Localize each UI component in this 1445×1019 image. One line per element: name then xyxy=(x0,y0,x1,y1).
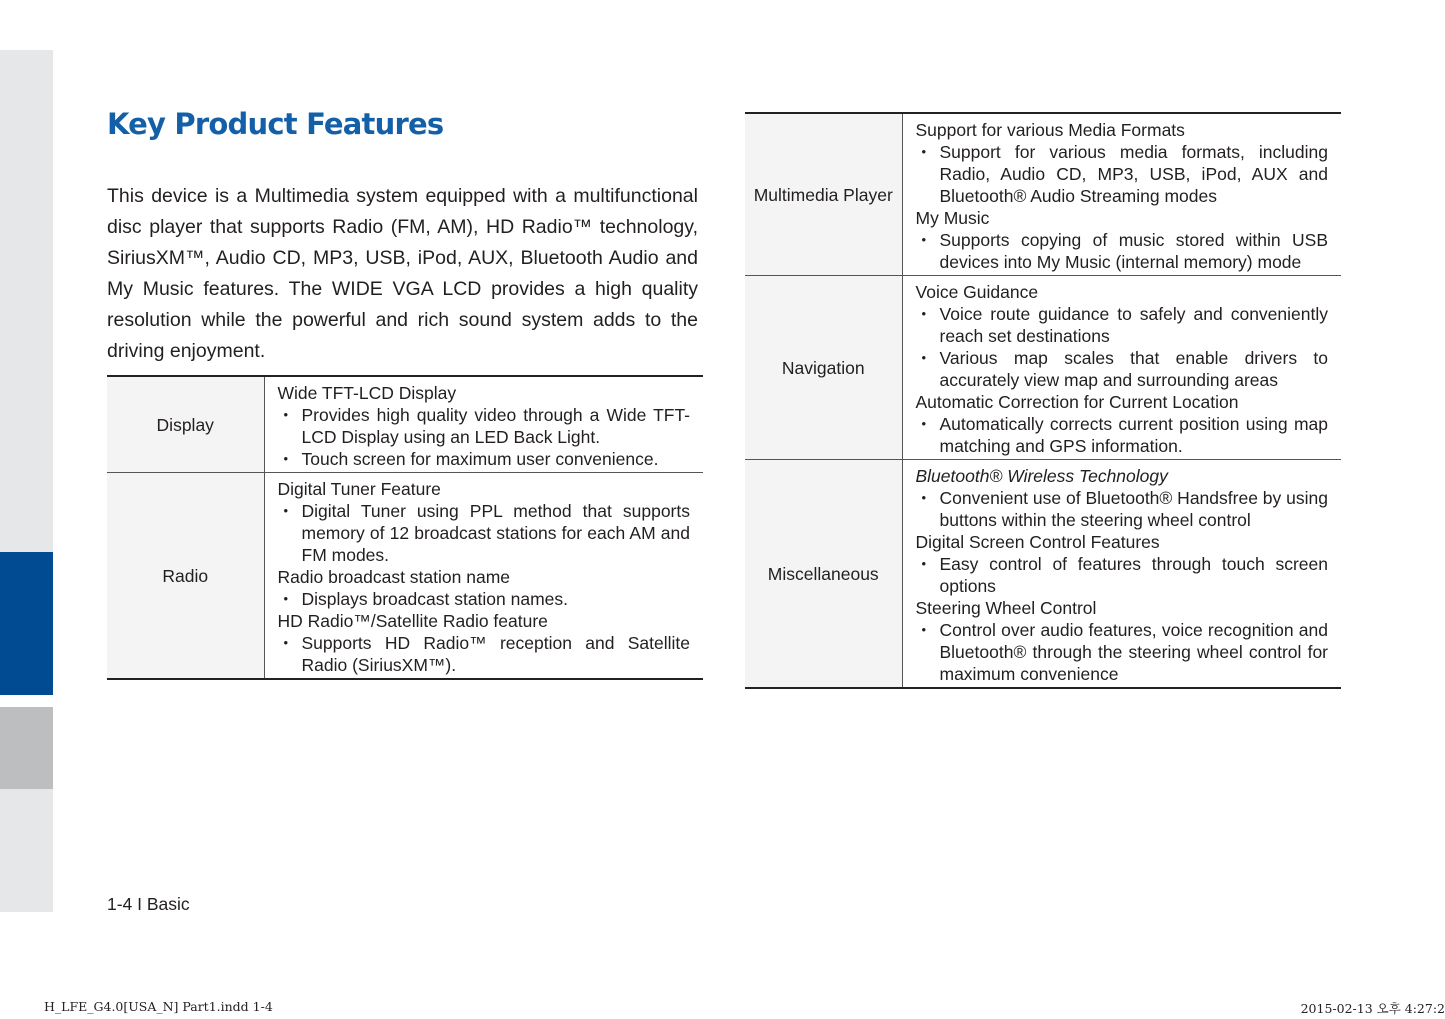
print-slug-date: 2015-02-13 오후 4:27:2 xyxy=(1300,1001,1445,1016)
feature-bullet-list xyxy=(916,141,1329,207)
feature-bullet: • Support for various media formats, including Radio, Audio CD, MP3, USB, iPod, AUX and Bluetooth® Audio Streaming modes xyxy=(916,141,1329,207)
table-row xyxy=(107,376,703,473)
side-strip-light-bottom xyxy=(0,789,53,912)
feature-bullet-list xyxy=(916,553,1329,597)
feature-bullet: • Control over audio features, voice recognition and Bluetooth® through the steering wheel control for maximum convenience xyxy=(916,619,1329,685)
feature-category: Radio xyxy=(107,473,264,680)
feature-description xyxy=(264,473,703,680)
feature-bullet: • Touch screen for maximum user convenience. xyxy=(278,448,691,470)
feature-group-title: HD Radio™/Satellite Radio feature xyxy=(277,611,548,631)
feature-bullet-list xyxy=(278,500,691,566)
feature-bullet-list xyxy=(916,413,1329,457)
feature-category: Miscellaneous xyxy=(745,460,902,689)
feature-description xyxy=(264,376,703,473)
feature-bullet: • Provides high quality video through a Wide TFT-LCD Display using an LED Back Light. xyxy=(278,404,691,448)
feature-group-title: Support for various Media Formats xyxy=(915,120,1185,140)
feature-description xyxy=(902,276,1341,460)
chapter-tab xyxy=(0,552,53,695)
feature-group-title: Bluetooth® Wireless Technology xyxy=(915,466,1168,486)
feature-category: Navigation xyxy=(745,276,902,460)
feature-bullet: • Supports copying of music stored within USB devices into My Music (internal memory) mode xyxy=(916,229,1329,273)
feature-group-title: Digital Screen Control Features xyxy=(915,532,1160,552)
features-table-body xyxy=(107,376,703,679)
page-title: Key Product Features xyxy=(107,107,444,141)
page-footer-label: 1-4 I Basic xyxy=(107,894,190,914)
feature-group-title: Automatic Correction for Current Location xyxy=(915,392,1239,412)
table-row xyxy=(745,460,1341,689)
feature-group-title: Voice Guidance xyxy=(915,282,1039,302)
feature-bullet-list xyxy=(916,303,1329,391)
feature-group-title: Radio broadcast station name xyxy=(277,567,510,587)
feature-bullet-list xyxy=(278,588,691,610)
feature-description xyxy=(902,113,1341,276)
feature-bullet: • Easy control of features through touch screen options xyxy=(916,553,1329,597)
side-strip-light xyxy=(0,50,53,552)
feature-bullet-list xyxy=(916,619,1329,685)
feature-bullet: • Voice route guidance to safely and conveniently reach set destinations xyxy=(916,303,1329,347)
feature-category: Multimedia Player xyxy=(745,113,902,276)
intro-paragraph: This device is a Multimedia system equipped with a multifunctional disc player that supports Radio (FM, AM), HD Radio™ technology, SiriusXM™, Audio CD, MP3, USB, iPod, AUX, Bluetooth Audio and My Music features. The WIDE VGA LCD provides a high quality resolution while the powerful and rich sound system adds to the driving enjoyment. xyxy=(107,185,698,362)
feature-bullet: • Displays broadcast station names. xyxy=(278,588,691,610)
side-strip-gray xyxy=(0,707,53,789)
feature-group-title: Wide TFT-LCD Display xyxy=(277,383,457,403)
features-table-body xyxy=(745,113,1341,688)
feature-bullet: • Digital Tuner using PPL method that supports memory of 12 broadcast stations for each AM and FM modes. xyxy=(278,500,691,566)
feature-bullet-list xyxy=(278,404,691,470)
table-row xyxy=(745,276,1341,460)
feature-bullet: • Various map scales that enable drivers to accurately view map and surrounding areas xyxy=(916,347,1329,391)
feature-description xyxy=(902,460,1341,689)
features-table-right xyxy=(745,112,1341,689)
feature-group-title: My Music xyxy=(915,208,990,228)
print-slug-file: H_LFE_G4.0[USA_N] Part1.indd 1-4 xyxy=(44,999,273,1014)
table-row xyxy=(745,113,1341,276)
feature-bullet: • Supports HD Radio™ reception and Satellite Radio (SiriusXM™). xyxy=(278,632,691,676)
feature-group-title: Digital Tuner Feature xyxy=(277,479,441,499)
feature-category: Display xyxy=(107,376,264,473)
feature-bullet: • Automatically corrects current position using map matching and GPS information. xyxy=(916,413,1329,457)
feature-bullet-list xyxy=(278,632,691,676)
table-row xyxy=(107,473,703,680)
feature-bullet-list xyxy=(916,487,1329,531)
feature-bullet-list xyxy=(916,229,1329,273)
feature-group-title: Steering Wheel Control xyxy=(915,598,1097,618)
feature-bullet: • Convenient use of Bluetooth® Handsfree by using buttons within the steering wheel control xyxy=(916,487,1329,531)
features-table-left xyxy=(107,375,703,680)
